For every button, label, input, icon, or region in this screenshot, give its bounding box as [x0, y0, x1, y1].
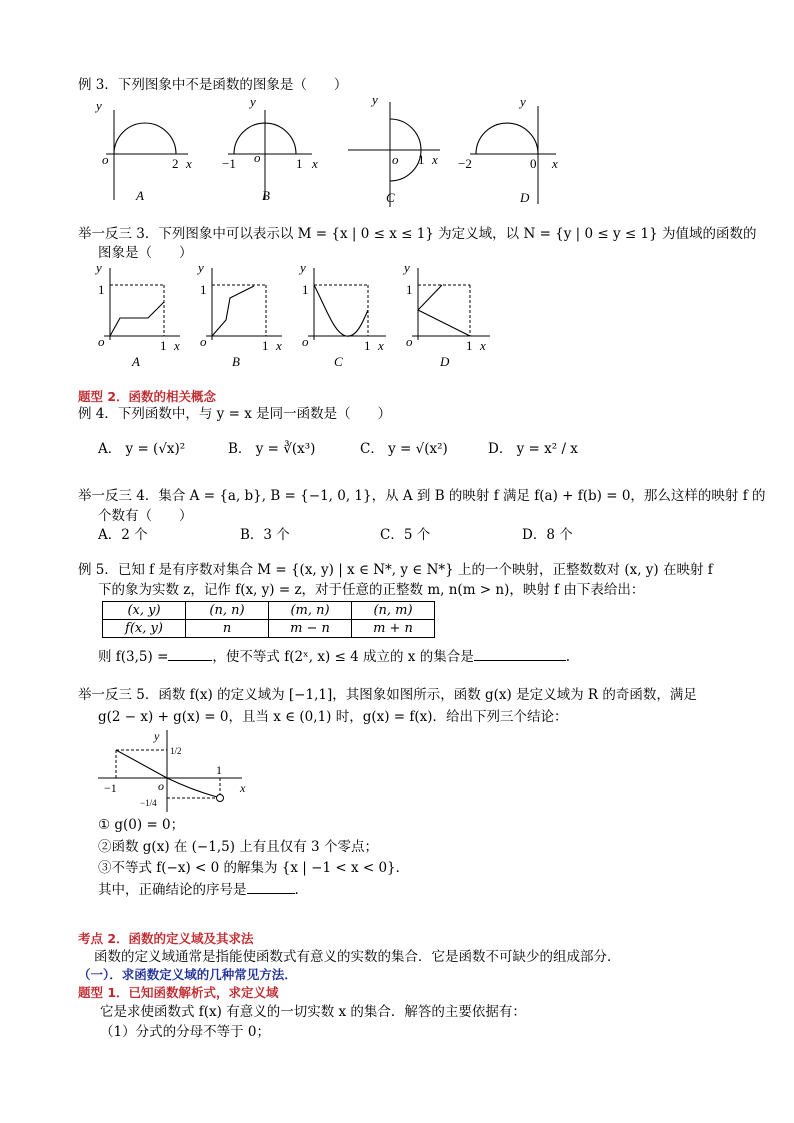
svg-text:x: x	[480, 338, 486, 353]
p3-graphs	[0, 258, 794, 368]
svg-text:D: D	[440, 354, 450, 368]
ex3-graphs	[0, 92, 794, 222]
svg-text:y: y	[404, 260, 410, 275]
ex5-line3	[98, 648, 570, 666]
svg-text:1: 1	[364, 338, 371, 353]
svg-text:B: B	[232, 354, 240, 368]
p3-line2: 图象是（ ）	[98, 245, 193, 261]
p3-line1: 举一反三 3．下列图象中可以表示以 M = {x | 0 ≤ x ≤ 1} 为定义域，以 N = {y | 0 ≤ y ≤ 1} 为值域的函数的	[78, 226, 757, 242]
table-cell: m − n	[269, 620, 352, 638]
p3-graph-b	[196, 260, 282, 368]
p5-conclusion-1: ① g(0) = 0；	[98, 817, 185, 833]
ex3-question: 例 3．下列图象中不是函数的图象是（ ）	[78, 77, 348, 93]
svg-text:A: A	[132, 354, 140, 368]
svg-text:y: y	[520, 94, 526, 109]
table-cell: n	[186, 620, 269, 638]
topic-1-text: 它是求使函数式 f(x) 有意义的一切实数 x 的集合．解答的主要依据有：	[100, 1004, 526, 1020]
svg-text:−1: −1	[222, 156, 236, 171]
p5-line1: 举一反三 5．函数 f(x) 的定义域为 [−1,1]，其图象如图所示，函数 g(x) 是定义域为 R 的奇函数，满足	[78, 687, 697, 703]
svg-text:y: y	[154, 729, 160, 743]
table-cell: f(x, y)	[103, 620, 186, 638]
p3-graph-a	[94, 260, 180, 368]
svg-text:1/2: 1/2	[170, 746, 182, 756]
p3-graph-d	[402, 260, 490, 368]
p4-option-d: D．8 个	[522, 527, 573, 543]
svg-text:−2: −2	[458, 156, 472, 171]
p4-option-c: C．5 个	[380, 527, 431, 543]
svg-text:1: 1	[216, 763, 222, 777]
svg-text:x: x	[312, 156, 318, 171]
svg-text:o: o	[158, 779, 164, 793]
svg-text:A: A	[136, 188, 144, 203]
svg-text:o: o	[302, 334, 309, 349]
svg-text:x: x	[552, 156, 558, 171]
svg-text:o: o	[102, 152, 109, 167]
answer-blank-3[interactable]	[247, 893, 295, 894]
svg-text:1: 1	[296, 156, 303, 171]
svg-text:1: 1	[98, 282, 105, 297]
svg-text:1: 1	[418, 152, 425, 167]
table-cell: (n, n)	[186, 602, 269, 620]
ex3-graph-d	[458, 94, 558, 205]
svg-text:x: x	[432, 152, 438, 167]
svg-text:0: 0	[530, 156, 537, 171]
p5-conclusion-2: ②函数 g(x) 在 (−1,5) 上有且仅有 3 个零点；	[98, 839, 378, 855]
svg-text:C: C	[386, 190, 395, 205]
table-cell: (n, m)	[352, 602, 435, 620]
svg-text:o: o	[200, 334, 207, 349]
ex5-line3-start: 则 f(3,5) =	[98, 649, 169, 665]
svg-text:x: x	[378, 338, 384, 353]
table-row	[103, 602, 435, 620]
svg-text:1: 1	[262, 338, 269, 353]
p4-line2: 个数有（ ）	[98, 508, 193, 524]
ex4-option-b: B． y = ∛(x³)	[228, 441, 316, 457]
svg-text:y: y	[250, 94, 256, 109]
heading-topic-2: 题型 2．函数的相关概念	[78, 389, 217, 404]
ex4-option-d: D． y = x² / x	[488, 441, 578, 457]
mapping-table	[102, 601, 435, 638]
table-row	[103, 620, 435, 638]
svg-text:1: 1	[302, 282, 309, 297]
ex4-option-a: A． y = (√x)²	[98, 441, 186, 457]
svg-text:x: x	[174, 338, 180, 353]
table-cell: m + n	[352, 620, 435, 638]
svg-text:o: o	[392, 152, 399, 167]
rule-item-1: （1）分式的分母不等于 0；	[100, 1024, 270, 1040]
svg-text:D: D	[520, 190, 530, 205]
p4-option-a: A．2 个	[98, 527, 148, 543]
svg-text:−1: −1	[104, 781, 117, 795]
svg-text:1: 1	[200, 282, 207, 297]
p5-conclusion-3: ③不等式 f(−x) < 0 的解集为 {x | −1 < x < 0}．	[98, 860, 410, 876]
p4-option-b: B．3 个	[240, 527, 290, 543]
methods-subheading: （一）．求函数定义域的几种常见方法．	[78, 967, 297, 982]
svg-text:1: 1	[406, 282, 413, 297]
heading-topic-1: 题型 1．已知函数解析式，求定义域	[78, 985, 279, 1000]
svg-text:C: C	[334, 354, 343, 368]
svg-text:B: B	[262, 188, 270, 203]
svg-text:y: y	[198, 260, 204, 275]
ex4-option-c: C． y = √(x²)	[360, 441, 448, 457]
p5-line2: g(2 − x) + g(x) = 0，且当 x ∈ (0,1) 时，g(x) = f(x)．给出下列三个结论：	[98, 709, 568, 725]
ex5-line3-middle: ，使不等式 f(2ˣ, x) ≤ 4 成立的 x 的集合是	[212, 649, 474, 665]
svg-text:y: y	[96, 98, 102, 113]
svg-text:o: o	[98, 334, 105, 349]
svg-text:y: y	[300, 260, 306, 275]
svg-text:−1/4: −1/4	[140, 798, 157, 808]
ex3-graph-b	[222, 94, 318, 203]
svg-text:x: x	[276, 338, 282, 353]
svg-text:1: 1	[466, 338, 473, 353]
p3-graph-c	[298, 260, 386, 368]
ex5-line3-end: .	[565, 649, 571, 665]
ex4-question: 例 4．下列函数中，与 y = x 是同一函数是（ ）	[78, 406, 392, 422]
svg-text:o: o	[254, 150, 261, 165]
p5-ask-text: 其中，正确结论的序号是	[98, 882, 247, 898]
heading-key-point-2: 考点 2．函数的定义域及其求法	[78, 931, 254, 946]
ex5-line2: 下的象为实数 z，记作 f(x, y) = z，对于任意的正整数 m, n(m > n)，映射 f 由下表给出：	[98, 582, 645, 598]
domain-definition-text: 函数的定义域通常是指能使函数式有意义的实数的集合．它是函数不可缺少的组成部分．	[94, 949, 621, 965]
svg-text:x: x	[240, 781, 246, 795]
svg-text:x: x	[186, 156, 192, 171]
svg-text:1: 1	[160, 338, 167, 353]
answer-blank-2[interactable]	[474, 660, 566, 661]
table-cell: (x, y)	[103, 602, 186, 620]
svg-text:y: y	[96, 260, 102, 275]
ex3-graph-a	[94, 98, 192, 203]
table-cell: (m, n)	[269, 602, 352, 620]
ex5-line1: 例 5．已知 f 是有序数对集合 M = {(x, y) | x ∈ N*, y ∈ N*} 上的一个映射，正整数数对 (x, y) 在映射 f	[78, 562, 713, 578]
p4-line1: 举一反三 4．集合 A = {a, b}, B = {−1, 0, 1}，从 A 到 B 的映射 f 满足 f(a) + f(b) = 0，那么这样的映射 f 的	[78, 488, 766, 504]
p5-ask-end: .	[294, 882, 299, 898]
svg-text:y: y	[372, 92, 378, 107]
svg-text:o: o	[406, 334, 413, 349]
svg-text:2: 2	[172, 156, 179, 171]
p5-ask	[98, 881, 299, 899]
answer-blank-1[interactable]	[168, 660, 212, 661]
ex3-graph-c	[348, 92, 440, 207]
